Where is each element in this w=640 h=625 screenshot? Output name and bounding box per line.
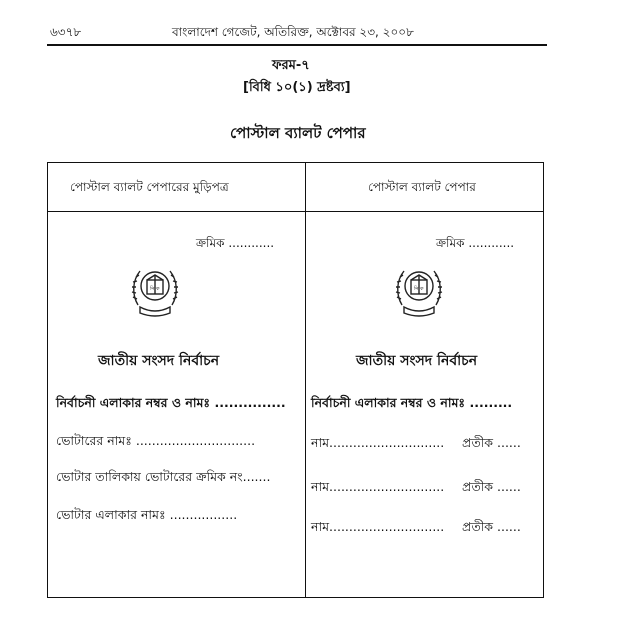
header-divider [48, 211, 543, 212]
svg-text:ক: ক [156, 286, 160, 292]
ballot-election-title: জাতীয় সংসদ নির্বাচন [356, 353, 478, 369]
candidate-symbol-2: প্রতীক ...... [462, 479, 521, 494]
counterfoil-voter-name: ভোটারের নামঃ .............................. [56, 433, 256, 448]
election-commission-seal-icon [394, 261, 444, 321]
page-number: ৬৩৭৮ [50, 25, 82, 39]
counterfoil-constituency: নির্বাচনী এলাকার নম্বর ও নামঃ ............... [56, 395, 286, 410]
counterfoil-voter-serial: ভোটার তালিকায় ভোটারের ক্রমিক নং....... [56, 469, 271, 484]
candidate-symbol-3: প্রতীক ...... [462, 519, 521, 534]
svg-text:ক: ক [420, 286, 424, 292]
counterfoil-serial: ক্রমিক ............ [196, 236, 275, 250]
gazette-line: বাংলাদেশ গেজেট, অতিরিক্ত, অক্টোবর ২৩, ২০০৮ [172, 25, 414, 39]
ballot-table [47, 162, 544, 598]
svg-text:নি: নি [414, 286, 419, 292]
document-title: পোস্টাল ব্যালট পেপার [230, 124, 366, 142]
election-commission-seal-icon [130, 261, 180, 321]
counterfoil-voter-area: ভোটার এলাকার নামঃ ................. [56, 507, 238, 522]
candidate-name-3: নাম............................. [311, 519, 445, 534]
ballot-constituency: নির্বাচনী এলাকার নম্বর ও নামঃ ......... [311, 395, 513, 410]
rule-reference: [বিধি ১০(১) দ্রষ্টব্য] [243, 80, 351, 95]
counterfoil-election-title: জাতীয় সংসদ নির্বাচন [98, 353, 220, 369]
svg-text:নি: নি [150, 286, 155, 292]
form-number: ফরম-৭ [272, 58, 310, 73]
ballot-heading: পোস্টাল ব্যালট পেপার [368, 180, 476, 194]
counterfoil-heading: পোস্টাল ব্যালট পেপারের মুড়িপত্র [70, 180, 229, 194]
ballot-serial: ক্রমিক ............ [436, 236, 515, 250]
candidate-name-2: নাম............................. [311, 479, 445, 494]
header-rule [47, 44, 547, 46]
column-divider [305, 163, 306, 597]
candidate-symbol-1: প্রতীক ...... [462, 435, 521, 450]
candidate-name-1: নাম............................. [311, 435, 445, 450]
